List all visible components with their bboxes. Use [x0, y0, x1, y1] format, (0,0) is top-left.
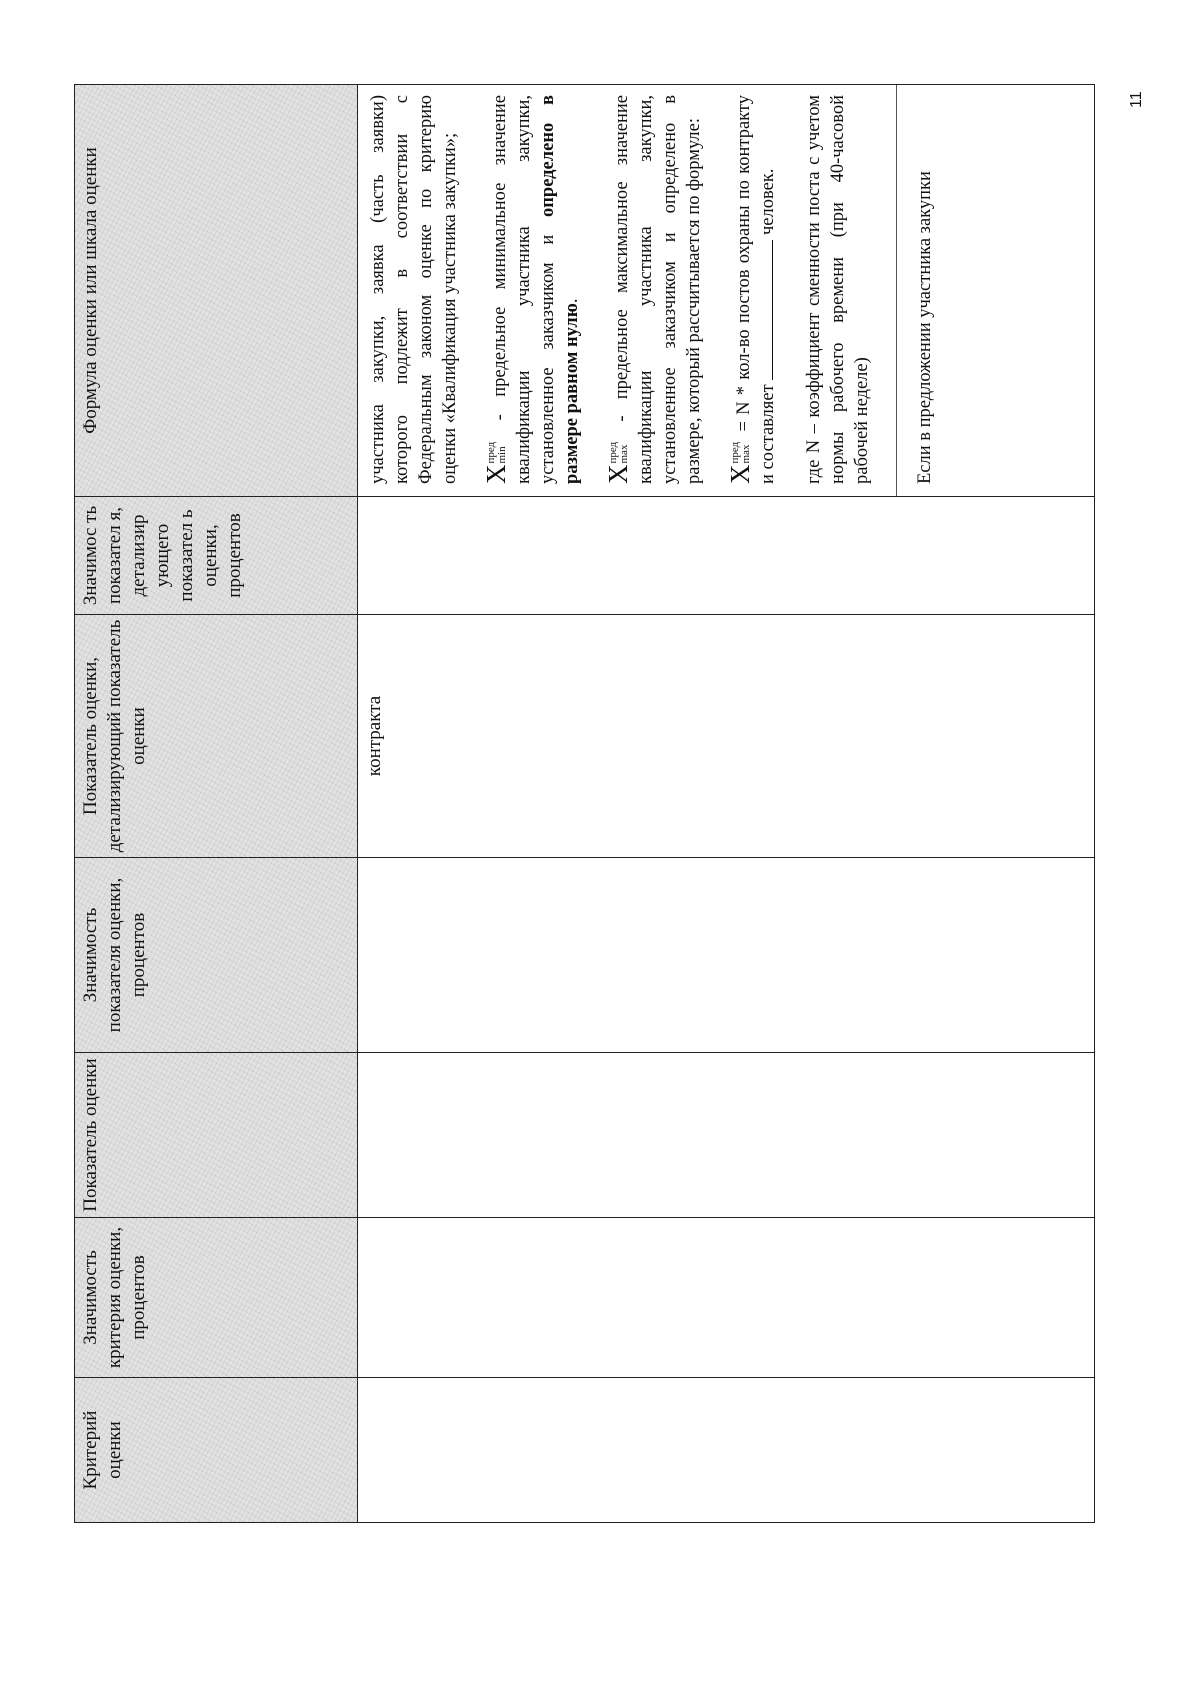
- xmax-eq-indices: пред max: [728, 441, 752, 464]
- header-formula: Формула оценки или шкала оценки: [75, 85, 358, 497]
- personnel-count-blank: [756, 240, 773, 380]
- header-criterion-weight: Значимость критерия оценки, процентов: [75, 1218, 358, 1378]
- header-detail-indicator: Показатель оценки, детализирующий показатель оценки: [75, 615, 358, 858]
- formula-paragraph-if: Если в предложении участника закупки: [915, 171, 935, 484]
- cell-criterion-weight: [358, 1218, 1095, 1378]
- formula-paragraph-1: участника закупки, заявка (часть заявки) которого подлежит в соответствии с Федеральным законом оценке по критерию оценки «Квалификация участника закупки»;: [368, 95, 460, 484]
- xmax-symbol: X: [603, 464, 633, 484]
- xmin-symbol: X: [481, 464, 511, 484]
- xmax-eq-symbol: X: [725, 464, 755, 484]
- formula-divider: [896, 85, 897, 496]
- formula-paragraph-xmax: X пред max - предельное максимальное значение квалификации участника закупки, установленное заказчиком и определено в размере, который рассчитывается по формуле:: [603, 95, 704, 484]
- cell-detail-indicator: контракта: [358, 615, 1095, 858]
- cell-detail-weight: [358, 497, 1095, 615]
- header-criterion: Критерий оценки: [75, 1378, 358, 1523]
- xmin-indices: пред min: [484, 441, 508, 464]
- header-indicator: Показатель оценки: [75, 1053, 358, 1218]
- page-number: 11: [1128, 91, 1145, 108]
- table-row: [358, 85, 1095, 1523]
- cell-indicator-weight: [358, 858, 1095, 1053]
- evaluation-criteria-table: [74, 84, 1095, 1523]
- header-indicator-weight: Значимость показателя оценки, процентов: [75, 858, 358, 1053]
- formula-paragraph-xmin: X пред min - предельное минимальное значение квалификации участника закупки, установленное заказчиком и определено в размере равном нулю.: [481, 95, 582, 484]
- formula-paragraph-n: где N – коэффициент сменности поста с учетом нормы рабочего времени (при 40-часовой рабочей неделе): [804, 95, 872, 484]
- cell-criterion: [358, 1378, 1095, 1523]
- cell-indicator: [358, 1053, 1095, 1218]
- table-header-row: [75, 85, 358, 1523]
- header-detail-weight: Значимос ть показател я, детализир ующего показател ь оценки, процентов: [75, 497, 358, 615]
- formula-equation: X пред max = N * кол-во постов охраны по контракту и составляет человек.: [725, 95, 778, 484]
- zero-value-emphasis: определено в размере равном нулю: [538, 95, 582, 484]
- xmax-indices: пред max: [606, 441, 630, 464]
- cell-formula: [358, 85, 1095, 497]
- rotated-table-container: [74, 85, 1094, 1523]
